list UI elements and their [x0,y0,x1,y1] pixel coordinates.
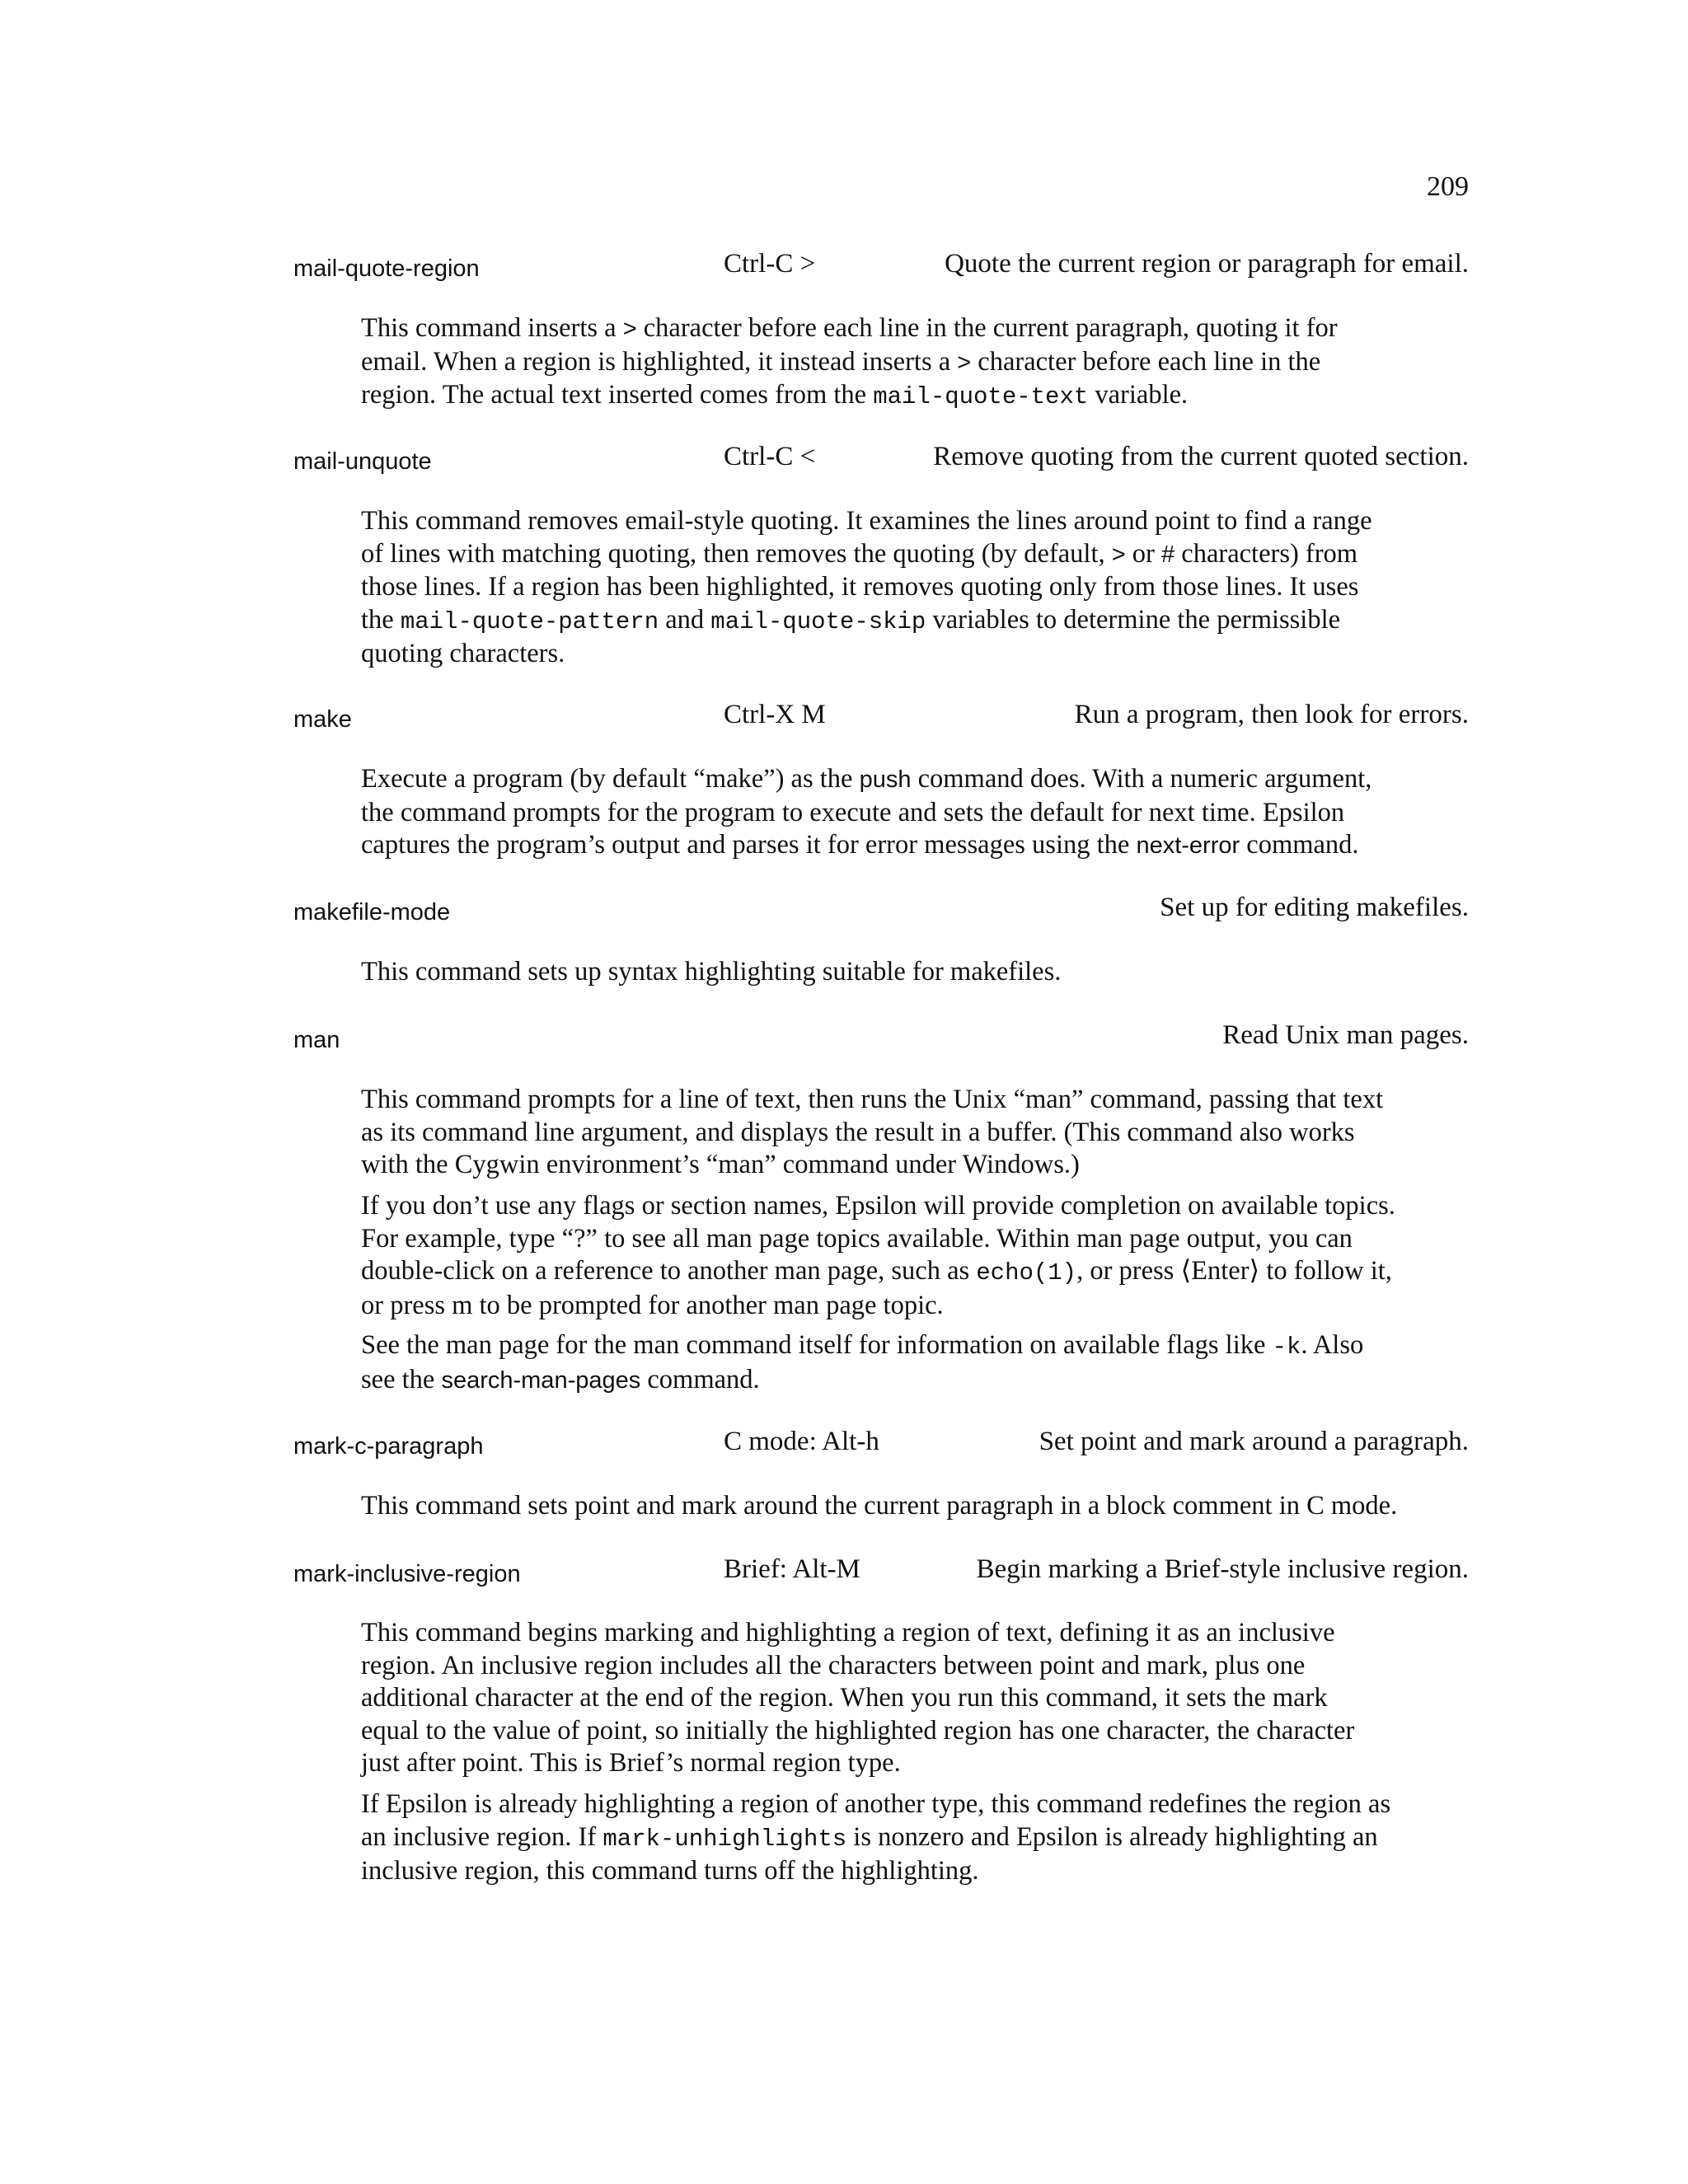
description-paragraph [361,1788,1390,1888]
text-line: email. When a region is highlighted, it instead inserts a > character before each line in the [361,346,1321,377]
command-summary: Begin marking a Brief-style inclusive region. [976,1554,1469,1584]
entry-header-make [293,700,1469,736]
entry-header-mark-inclusive-region [293,1554,1469,1591]
text-line: captures the program’s output and parses it for error messages using the next-error command. [361,830,1359,860]
text-line: This command begins marking and highlighting a region of text, defining it as an inclusive [361,1618,1335,1647]
text-line: This command inserts a > character before each line in the current paragraph, quoting it for [361,313,1338,343]
text-line: just after point. This is Brief’s normal region type. [361,1748,901,1778]
text-line: additional character at the end of the region. When you run this command, it sets the mark [361,1683,1328,1713]
text-line: Execute a program (by default “make”) as the push command does. With a numeric argument, [361,764,1372,794]
text-line: those lines. If a region has been highlighted, it removes quoting only from those lines. It uses [361,572,1359,602]
command-summary: Set point and mark around a paragraph. [1039,1427,1469,1456]
text-line: See the man page for the man command itself for information on available flags like -k. Also [361,1330,1364,1361]
text-line: This command removes email-style quoting. It examines the lines around point to find a range [361,506,1372,536]
key-binding: Ctrl-C > [724,249,816,279]
entry-header-man [293,1020,1469,1057]
command-name: mail-unquote [293,448,432,475]
text-line: inclusive region, this command turns off the highlighting. [361,1856,979,1886]
command-name: mail-quote-region [293,255,480,282]
description-paragraph [361,505,1372,671]
command-name: mark-inclusive-region [293,1561,521,1587]
description-paragraph [361,1084,1383,1182]
entry-header-makefile-mode [293,893,1469,929]
description-paragraph [361,956,1061,989]
description-paragraph [361,1329,1363,1397]
entry-header-mail-quote-region [293,249,1469,285]
description-paragraph [361,763,1372,863]
command-name: man [293,1027,340,1053]
command-name: mark-c-paragraph [293,1433,484,1460]
text-line: the mail-quote-pattern and mail-quote-skip variables to determine the permissible [361,604,1341,635]
text-line: with the Cygwin environment’s “man” command under Windows.) [361,1150,1080,1179]
text-line: region. The actual text inserted comes from the mail-quote-text variable. [361,380,1189,410]
text-line: This command sets point and mark around the current paragraph in a block comment in C mode. [361,1491,1398,1521]
description-paragraph [361,1190,1395,1322]
text-line: an inclusive region. If mark-unhighlights is nonzero and Epsilon is already highlighting an [361,1821,1378,1853]
key-binding: C mode: Alt-h [724,1427,879,1456]
text-line: If you don’t use any flags or section names, Epsilon will provide completion on available topics. [361,1191,1395,1221]
text-line: This command sets up syntax highlighting suitable for makefiles. [361,957,1062,987]
entry-header-mail-unquote [293,442,1469,478]
command-summary: Read Unix man pages. [1222,1020,1469,1050]
text-line: For example, type “?” to see all man page topics available. Within man page output, you can [361,1223,1353,1254]
description-paragraph [361,1617,1354,1780]
command-summary: Set up for editing makefiles. [1160,893,1469,922]
command-summary: Run a program, then look for errors. [1074,700,1469,729]
command-summary: Quote the current region or paragraph for email. [945,249,1469,279]
entry-header-mark-c-paragraph [293,1427,1469,1463]
page-number: 209 [1427,171,1469,202]
text-line: This command prompts for a line of text, then runs the Unix “man” command, passing that text [361,1085,1384,1114]
text-line: or press m to be prompted for another man page topic. [361,1290,944,1320]
command-name: makefile-mode [293,899,451,926]
command-name: make [293,706,352,733]
text-line: equal to the value of point, so initially the highlighted region has one character, the character [361,1715,1355,1746]
text-line: region. An inclusive region includes all the characters between point and mark, plus one [361,1650,1306,1680]
text-line: quoting characters. [361,639,565,668]
key-binding: Ctrl-C < [724,442,816,471]
description-paragraph [361,312,1338,414]
command-summary: Remove quoting from the current quoted section. [933,442,1469,471]
key-binding: Brief: Alt-M [724,1554,860,1584]
text-line: If Epsilon is already highlighting a region of another type, this command redefines the region as [361,1789,1391,1819]
text-line: double-click on a reference to another man page, such as echo(1), or press ⟨Enter⟩ to follow it, [361,1256,1392,1286]
description-paragraph [361,1490,1397,1523]
key-binding: Ctrl-X M [724,700,826,729]
text-line: the command prompts for the program to execute and sets the default for next time. Epsilon [361,797,1345,827]
text-line: as its command line argument, and displays the result in a buffer. (This command also works [361,1117,1355,1147]
text-line: see the search-man-pages command. [361,1364,760,1394]
text-line: of lines with matching quoting, then removes the quoting (by default, > or # characters) from [361,538,1358,569]
